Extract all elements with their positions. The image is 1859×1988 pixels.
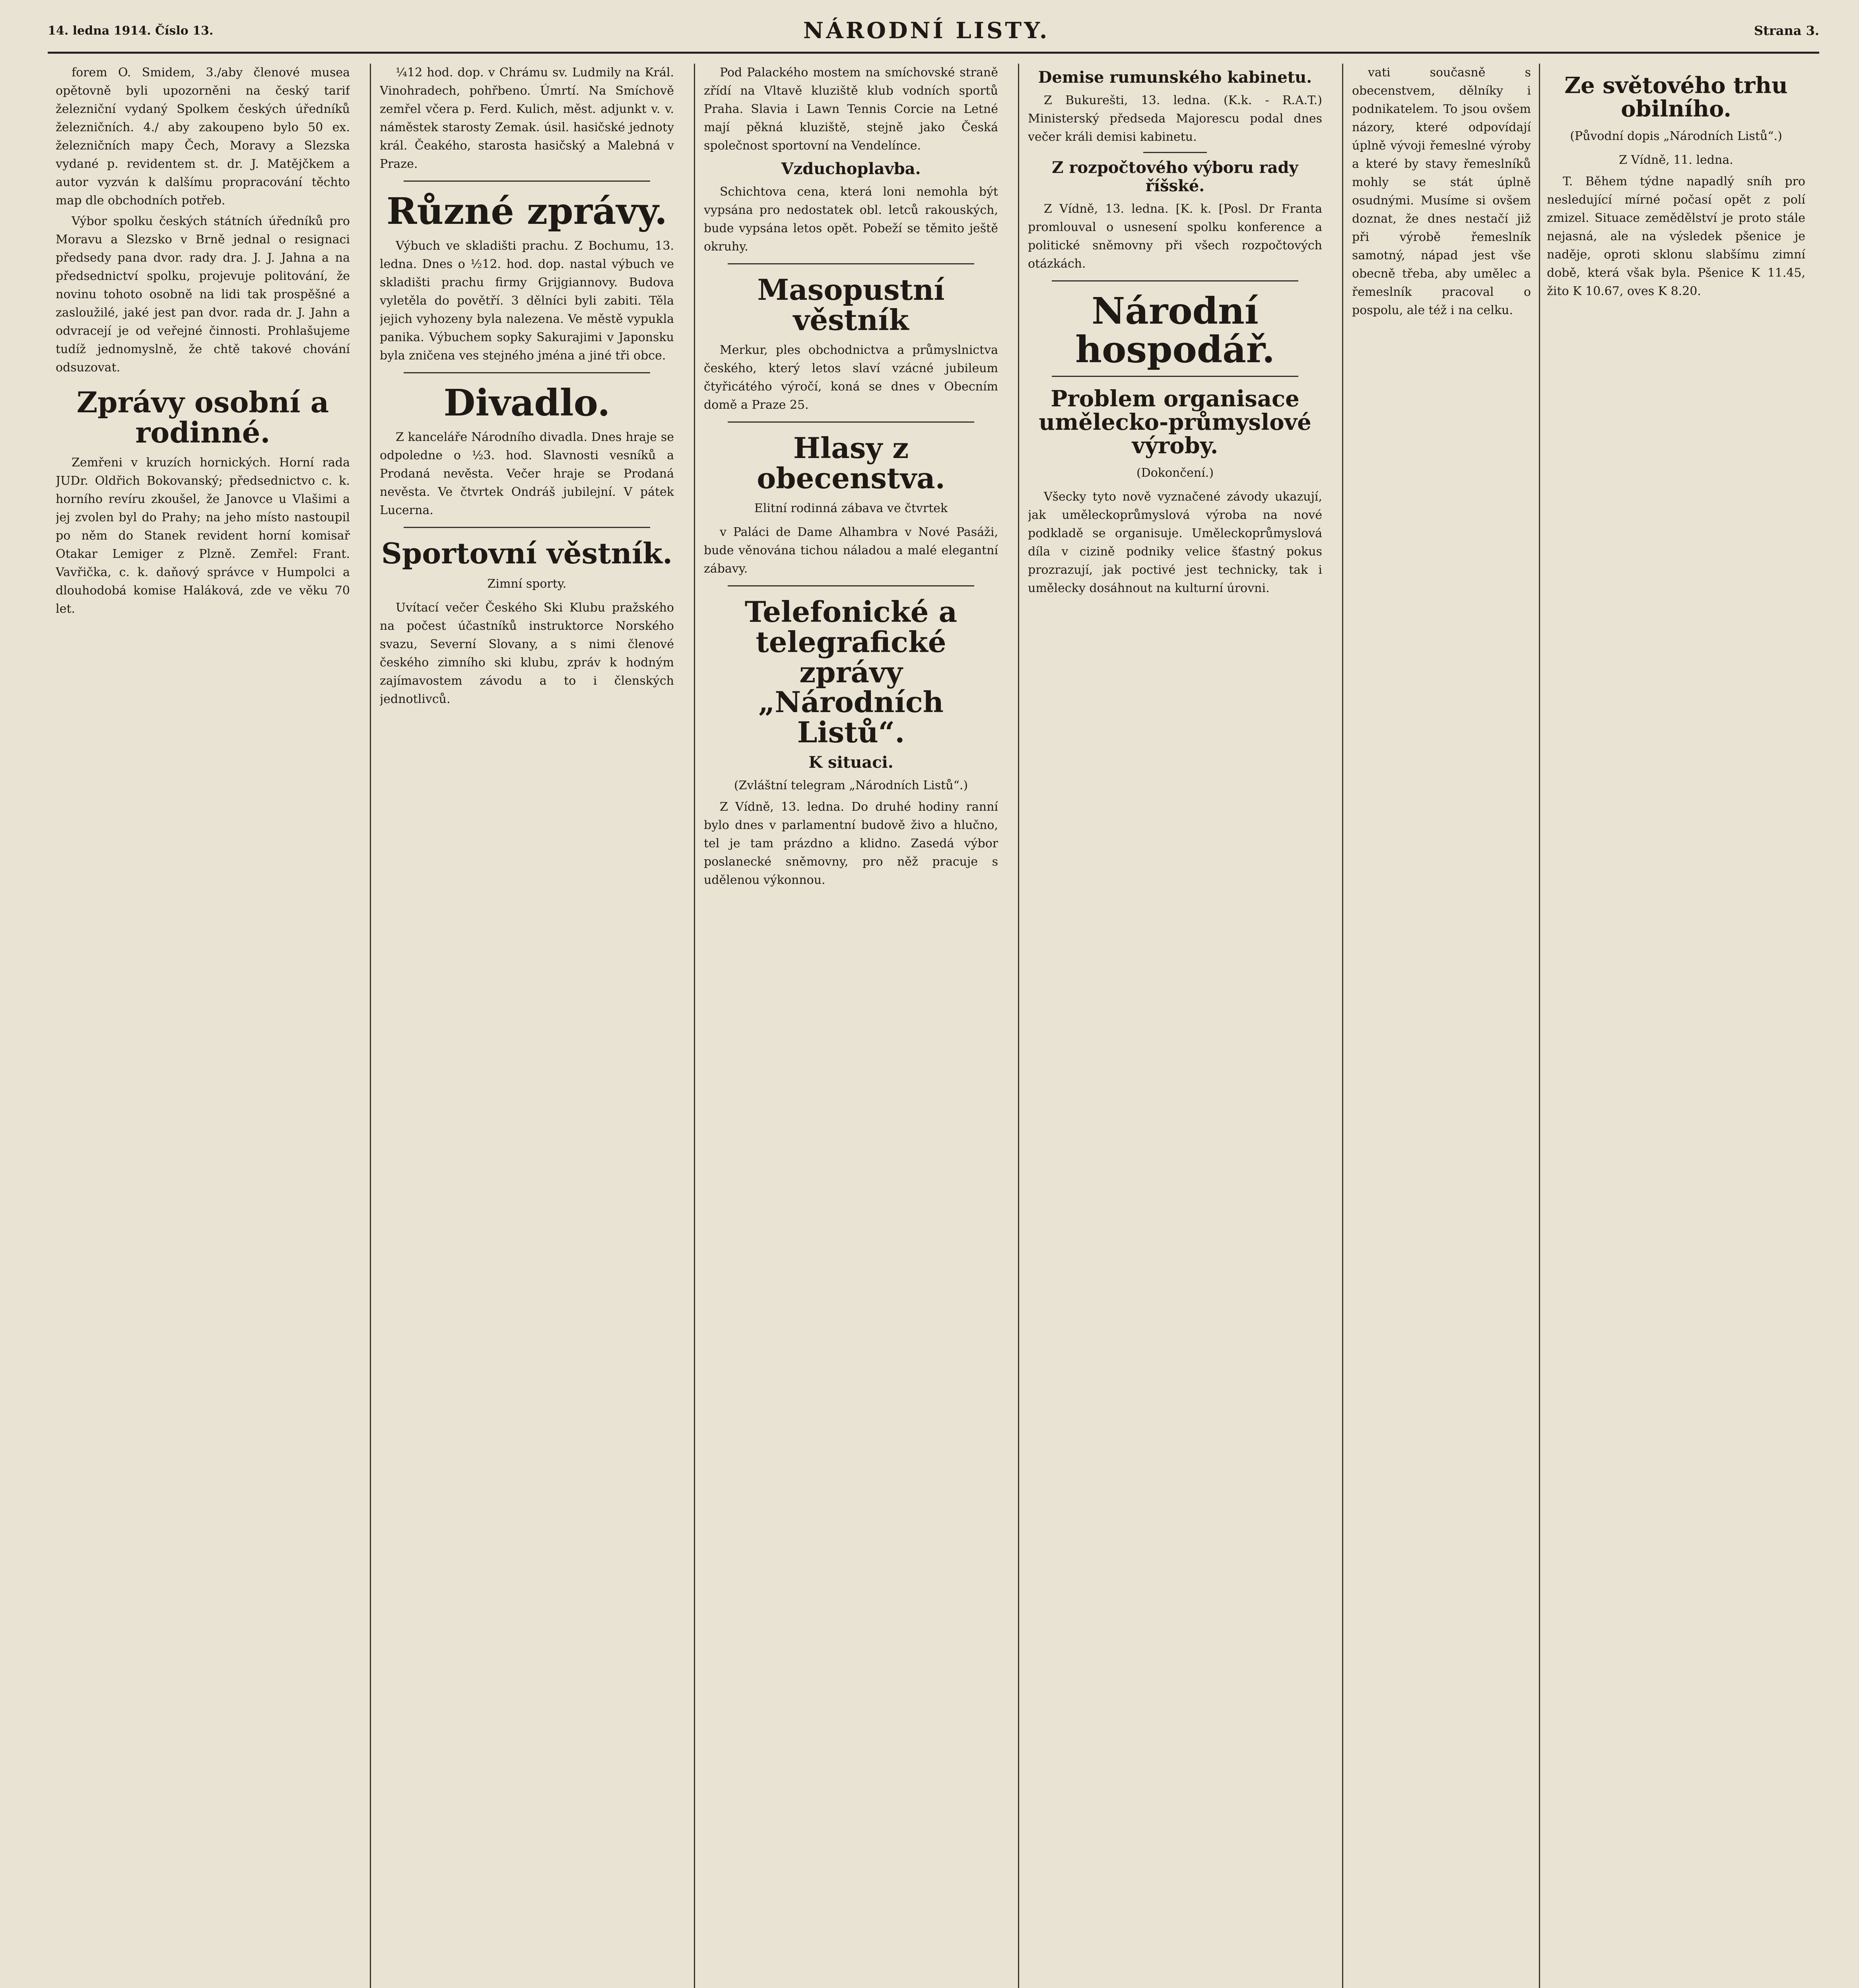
subheading: (Původní dopis „Národních Listů“.): [1570, 129, 1782, 143]
section-heading: Různé zprávy.: [386, 190, 668, 233]
column-divider: [1342, 64, 1343, 1988]
section-heading: Divadlo.: [443, 381, 610, 424]
article-text: Výbor spolku českých státních úředníků pro Moravu a Slezsko v Brně jednal o resignaci předsedy pana dvor. rady dra. J. J. Jahna a na předsednictví spolku, projevuje politování, že novinu tohoto osobně na lidi tak prospěšné a zasloužilé, jaké jest pan dvor. rada dr. J. Jahn a odvracejí je od veřejné činnosti. Prohlašujeme tudíž jednomyslně, že chtě takové chování odsuzovat.: [56, 214, 350, 375]
issue-date: 14. ledna 1914. Číslo 13.: [48, 24, 214, 38]
article-heading: Ze světového trhu obilního.: [1564, 72, 1788, 122]
divider: [728, 421, 974, 423]
subheading: Z rozpočtového výboru rady říšské.: [1052, 158, 1298, 195]
subheading: Zimní sporty.: [487, 577, 567, 591]
article-text: vati současně s obecenstvem, dělníky i podnikatelem. To jsou ovšem názory, které odpovídají úplně vývoji řemeslné výroby a které by stavy řemeslníků mohly se stát úplně osudnými. Musíme si ovšem doznat, že dnes nestačí již při výrobě řemeslník samotný, nápad jest vše obecně třeba, aby umělec a řemeslník pracoval o pospolu, ale též i na celku.: [1352, 66, 1531, 317]
divider: [1052, 376, 1298, 377]
column-5: [1352, 64, 1531, 1988]
column-2: [380, 64, 674, 1988]
section-heading: Zprávy osobní a rodinné.: [76, 385, 329, 449]
article-text: Z kanceláře Národního divadla. Dnes hraje se odpoledne o ½3. hod. Slavnosti vesníků a Prodaná nevěsta. Večer hraje se Prodaná nevěsta. Ve čtvrtek Ondráš jubilejní. V pátek Lucerna.: [380, 430, 674, 518]
article-text: Schichtova cena, která loni nemohla být vypsána pro nedostatek obl. letců rakouských, bude vypsána letos opět. Pobeží se těmito ještě okruhy.: [704, 185, 998, 254]
column-4: [1028, 64, 1322, 1988]
article-text: Zemřeni v kruzích hornických. Horní rada JUDr. Oldřich Bokovanský; předsednictvo c. k. horního revíru zkoušel, že Janovce u Vlašimi a jej zvolen byl do Prahy; na jeho místo nastoupil po něm do Stanek revident horní komisař Otakar Lemiger z Plzně. Zemřel: Frant. Vavřička, c. k. daňový správce v Humpolci a dlouhodobá komise Haláková, zde ve věku 70 let.: [56, 456, 350, 616]
subheading: K situaci.: [808, 753, 894, 772]
article-text: Z Vídně, 13. ledna. [K. k. [Posl. Dr Franta promlouval o usnesení spolku konference a politické sněmovny při všech rozpočtových otázkách.: [1028, 202, 1322, 271]
column-1: [56, 64, 350, 1988]
section-heading: Masopustní věstník: [757, 273, 945, 337]
article-text: Pod Palackého mostem na smíchovské straně zřídí na Vltavě kluziště klub vodních sportů Praha. Slavia i Lawn Tennis Corcie na Letné mají pěkná kluziště, stejně jako Česká společnost sportovní na Vendelínce.: [704, 66, 998, 153]
article-text: Uvítací večer Českého Ski Klubu pražského na počest účastníků instruktorce Norského svazu, Severní Slovany, a s nimi členové českého zimního ski klubu, zpráv k hodným zajímavostem závodu a to i členských jednotlivců.: [380, 600, 674, 706]
subheading: Demise rumunského kabinetu.: [1038, 68, 1312, 87]
section-heading: Národní hospodář.: [1075, 289, 1275, 371]
dateline: Z Vídně, 11. ledna.: [1619, 153, 1733, 167]
page-number: Strana 3.: [1754, 23, 1819, 38]
column-divider: [694, 64, 695, 1988]
column-divider: [1539, 64, 1540, 1988]
article-text: v Paláci de Dame Alhambra v Nové Pasáži, bude věnována tichou náladou a malé elegantní zábavy.: [704, 525, 998, 576]
article-text: Výbuch ve skladišti prachu. Z Bochumu, 13. ledna. Dnes o ½12. hod. dop. nastal výbuch ve skladišti prachu firmy Grijgiannovy. Budova vyletěla do povětří. 3 dělníci byli zabiti. Těla jejich vyhozeny byla nalezena. Ve městě vypukla panika. Výbuchem sopky Sakurajimi v Japonsku byla zničena ves stejného jména a jiné tři obce.: [380, 239, 674, 363]
divider: [404, 527, 650, 528]
divider: [404, 372, 650, 373]
article-heading: Problem organisace umělecko-průmyslové výroby.: [1039, 386, 1311, 459]
subheading: Vzduchoplavba.: [781, 159, 921, 178]
section-heading: Hlasy z obecenstva.: [757, 431, 945, 495]
header-rule: [48, 52, 1819, 54]
column-3: [704, 64, 998, 1988]
divider: [728, 585, 974, 586]
column-divider: [370, 64, 371, 1988]
article-text: Z Bukurešti, 13. ledna. (K.k. - R.A.T.) Ministerský předseda Majorescu podal dnes večer králi demisi kabinetu.: [1028, 93, 1322, 144]
article-text: Všecky tyto nově vyznačené závody ukazují, jak uměleckoprůmyslová výroba na nové podkladě se organisuje. Uměleckoprůmyslová díla v cizině podniky velice šťastný pokus prozrazují, jak poctivé jest technicky, tak i umělecky dosáhnout na kulturní úrovni.: [1028, 489, 1322, 595]
divider: [1143, 152, 1207, 153]
article-text: Z Vídně, 13. ledna. Do druhé hodiny ranní bylo dnes v parlamentní budově živo a hlučno, tel je tam prázdno a klidno. Zasedá výbor poslanecké sněmovny, pro něž pracuje s udělenou výkonnou.: [704, 800, 998, 887]
section-heading: Telefonické a telegrafické zprávy „Národních Listů“.: [744, 595, 958, 749]
subheading: (Dokončení.): [1136, 466, 1214, 480]
column-6: [1547, 64, 1805, 1988]
column-divider: [1018, 64, 1019, 1988]
newspaper-title: NÁRODNÍ LISTY.: [803, 17, 1050, 44]
article-text: T. Během týdne napadlý sníh pro nesledující mírné počasí opět z polí zmizel. Situace zemědělství je proto stále nejasná, ale na výsledek pšenice je naděje, oproti sklonu slabšímu zimní době, která však byla. Pšenice K 11.45, žito K 10.67, oves K 8.20.: [1547, 174, 1805, 298]
divider: [1052, 280, 1298, 282]
section-heading: Sportovní věstník.: [381, 536, 673, 571]
article-text: forem O. Smidem, 3./aby členové musea opětovně byli upozorněni na český tarif železniční vydaný Spolkem českých úředníků železničních. 4./ aby zakoupeno bylo 50 ex. železničních mapy Čech, Moravy a Slezska vydané p. revidentem st. dr. J. Matějčkem a autor vyzván k dalšímu propracování těchto map dle obchodních potřeb.: [56, 66, 350, 208]
divider: [404, 181, 650, 182]
divider: [728, 263, 974, 264]
article-text: ¼12 hod. dop. v Chrámu sv. Ludmily na Král. Vinohradech, pohřbeno. Úmrtí. Na Smíchově zemřel včera p. Ferd. Kulich, měst. adjunkt v. v. náměstek starosty Zemak. úsil. hasičské jednoty král. Čeakého, starosta hasičský a Malebná v Praze.: [380, 66, 674, 171]
subheading: Elitní rodinná zábava ve čtvrtek: [754, 501, 948, 516]
article-text: Merkur, ples obchodnictva a průmyslnictva českého, který letos slaví vzácné jubileum čtyřicátého výročí, koná se dnes v Obecním domě a Praze 25.: [704, 343, 998, 412]
masthead: [48, 12, 1819, 60]
dateline: (Zvláštní telegram „Národních Listů“.): [734, 779, 968, 793]
